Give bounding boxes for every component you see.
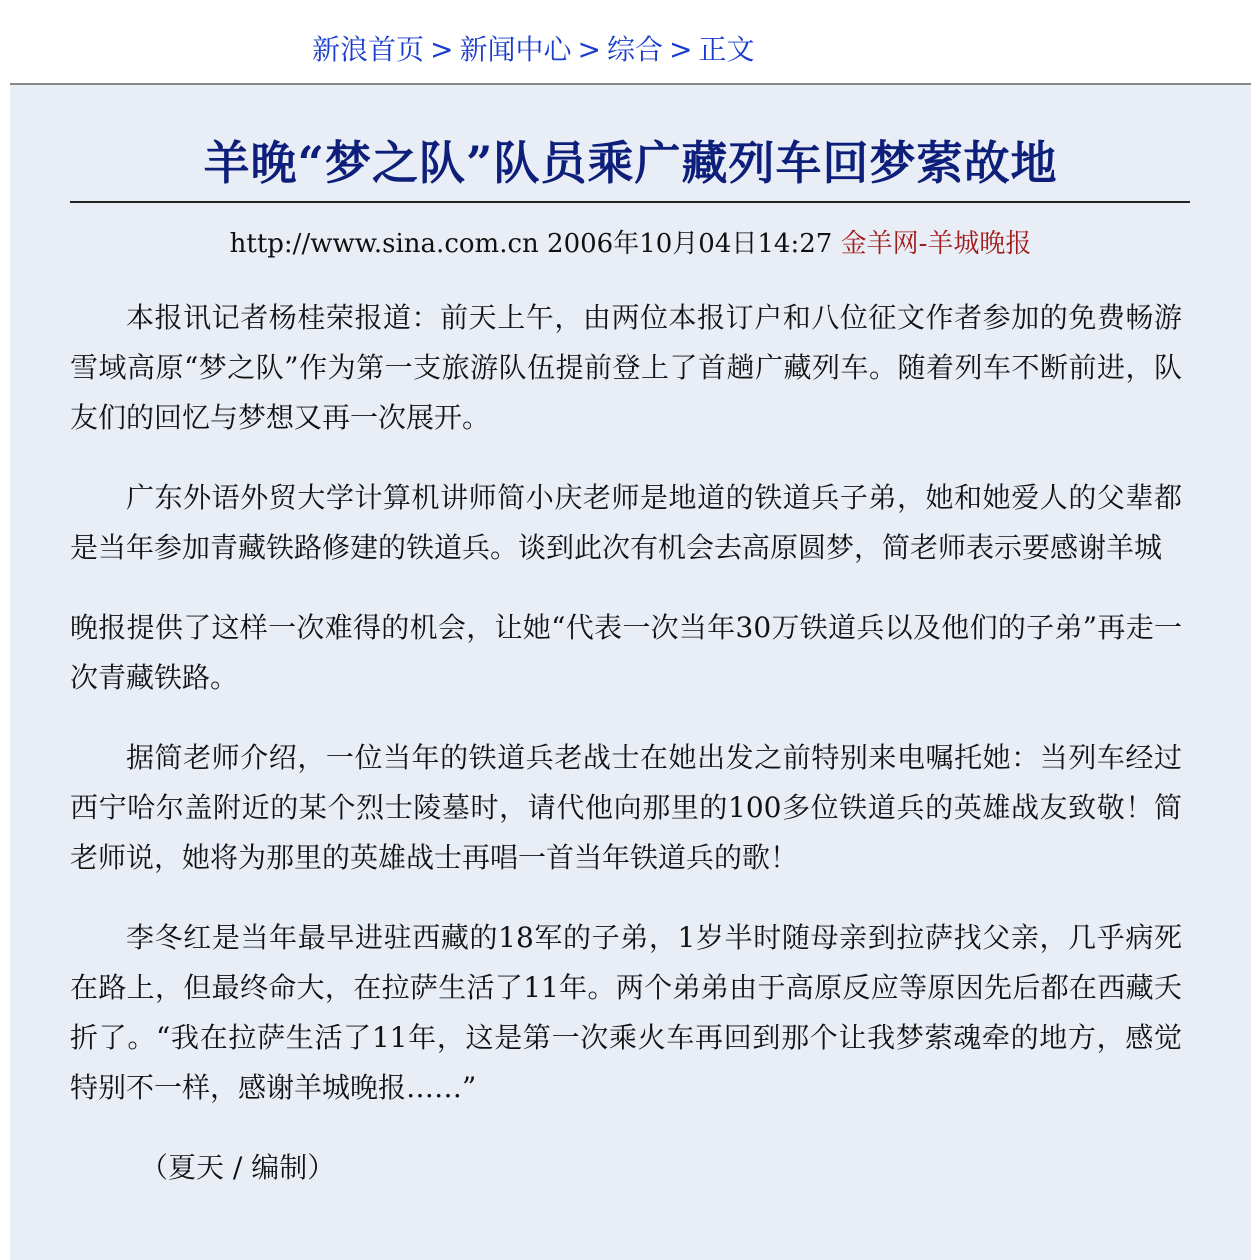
breadcrumb-home-link[interactable]: 新浪首页 <box>312 33 425 66</box>
article-paragraph: 李冬红是当年最早进驻西藏的18军的子弟，1岁半时随母亲到拉萨找父亲，几乎病死在路上，但最终命大，在拉萨生活了11年。两个弟弟由于高原反应等原因先后都在西藏夭折了。“我在拉萨生活了11年，这是第一次乘火车再回到那个让我梦萦魂牵的地方，感觉特别不一样，感谢羊城晚报……” <box>70 921 1182 1104</box>
breadcrumb-separator: > <box>668 33 693 66</box>
article-paragraph: 据简老师介绍，一位当年的铁道兵老战士在她出发之前特别来电嘱托她：当列车经过西宁哈尔盖附近的某个烈士陵墓时，请代他向那里的100多位铁道兵的英雄战友致敬！简老师说，她将为那里的英雄战士再唱一首当年铁道兵的歌！ <box>70 741 1182 874</box>
article-datetime: 2006年10月04日14:27 <box>547 229 833 259</box>
article-url: http://www.sina.com.cn <box>229 229 539 259</box>
breadcrumb-article-link[interactable]: 正文 <box>698 33 755 66</box>
article-paragraph: 本报讯记者杨桂荣报道：前天上午，由两位本报订户和八位征文作者参加的免费畅游雪域高原“梦之队”作为第一支旅游队伍提前登上了首趟广藏列车。随着列车不断前进，队友们的回忆与梦想又再一次展开。 <box>70 301 1182 434</box>
article-paragraph: 晚报提供了这样一次难得的机会，让她“代表一次当年30万铁道兵以及他们的子弟”再走一次青藏铁路。 <box>70 611 1182 694</box>
article-paragraph: 广东外语外贸大学计算机讲师简小庆老师是地道的铁道兵子弟，她和她爱人的父辈都是当年参加青藏铁路修建的铁道兵。谈到此次有机会去高原圆梦，简老师表示要感谢羊城 <box>70 481 1182 564</box>
breadcrumb <box>312 28 754 68</box>
breadcrumb-separator: > <box>577 33 601 66</box>
breadcrumb-general-link[interactable]: 综合 <box>606 33 663 66</box>
article-meta <box>10 223 1251 260</box>
article-body <box>70 293 1182 1223</box>
article-source-link[interactable]: 金羊网-羊城晚报 <box>840 229 1032 259</box>
title-divider <box>70 201 1190 203</box>
breadcrumb-news-center-link[interactable]: 新闻中心 <box>459 33 572 66</box>
article-title: 羊晚“梦之队”队员乘广藏列车回梦萦故地 <box>203 136 1058 190</box>
breadcrumb-separator: > <box>430 33 454 66</box>
editor-note: （夏天 / 编制） <box>140 1151 336 1184</box>
article-panel <box>10 83 1251 1260</box>
